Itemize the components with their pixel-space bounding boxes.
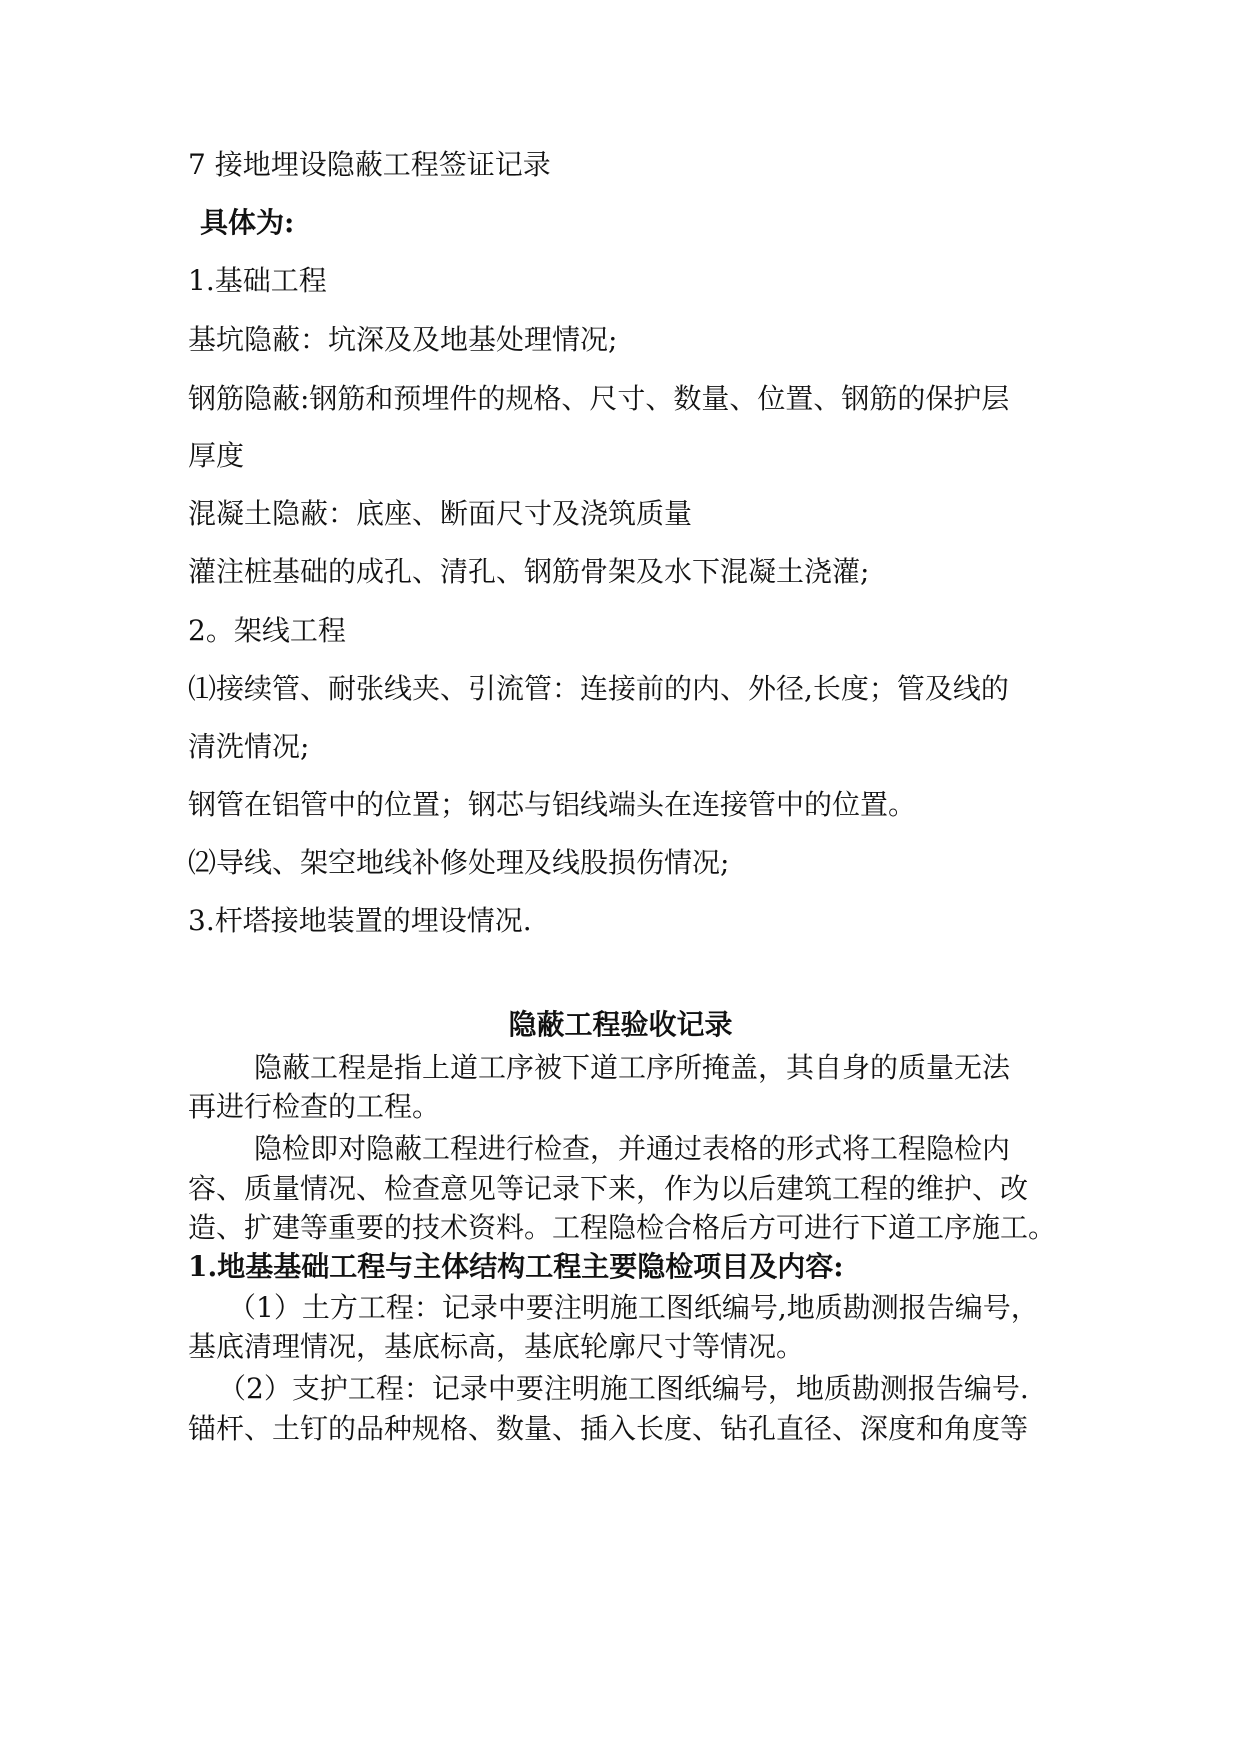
para2-line3: 造、扩建等重要的技术资料。工程隐检合格后方可进行下道工序施工。	[188, 1211, 1057, 1244]
item2-line1b: 清洗情况;	[188, 730, 310, 763]
item1-line1: 基坑隐蔽：坑深及及地基处理情况;	[188, 323, 618, 356]
item1-line2b: 厚度	[188, 439, 245, 472]
item1-title: 1.基础工程	[188, 264, 327, 297]
list-item2-line1: （2）支护工程：记录中要注明施工图纸编号，地质勘测报告编号.	[218, 1372, 1029, 1405]
item2-line2: 钢管在铝管中的位置；钢芯与铝线端头在连接管中的位置。	[188, 788, 917, 821]
section-subheading: 具体为:	[200, 206, 295, 239]
item1-line3: 混凝土隐蔽：底座、断面尺寸及浇筑质量	[188, 497, 693, 530]
para1-line2: 再进行检查的工程。	[188, 1090, 441, 1123]
section-heading: 7 接地埋设隐蔽工程签证记录	[188, 148, 551, 181]
item2-line3: ⑵导线、架空地线补修处理及线股损伤情况;	[188, 846, 730, 879]
para1-line1: 隐蔽工程是指上道工序被下道工序所掩盖，其自身的质量无法	[254, 1051, 1011, 1084]
para2-line2: 容、质量情况、检查意见等记录下来，作为以后建筑工程的维护、改	[188, 1172, 1029, 1205]
item2-line1a: ⑴接续管、耐张线夹、引流管：连接前的内、外径,长度；管及线的	[188, 672, 1009, 705]
list-item1-line2: 基底清理情况，基底标高，基底轮廓尺寸等情况。	[188, 1330, 805, 1363]
item2-title: 2。架线工程	[188, 614, 346, 647]
list-item1-line1: （1）土方工程：记录中要注明施工图纸编号,地质勘测报告编号，	[228, 1291, 1039, 1324]
section2-title: 隐蔽工程验收记录	[508, 1008, 733, 1041]
item3-line: 3.杆塔接地装置的埋设情况.	[188, 904, 532, 937]
item1-line4: 灌注桩基础的成孔、清孔、钢筋骨架及水下混凝土浇灌;	[188, 555, 870, 588]
list-item2-line2: 锚杆、土钉的品种规格、数量、插入长度、钻孔直径、深度和角度等	[188, 1412, 1029, 1445]
para2-line1: 隐检即对隐蔽工程进行检查，并通过表格的形式将工程隐检内	[254, 1132, 1011, 1165]
item1-line2a: 钢筋隐蔽:钢筋和预埋件的规格、尺寸、数量、位置、钢筋的保护层	[188, 382, 1010, 415]
list-title: 1.地基基础工程与主体结构工程主要隐检项目及内容:	[188, 1250, 844, 1283]
